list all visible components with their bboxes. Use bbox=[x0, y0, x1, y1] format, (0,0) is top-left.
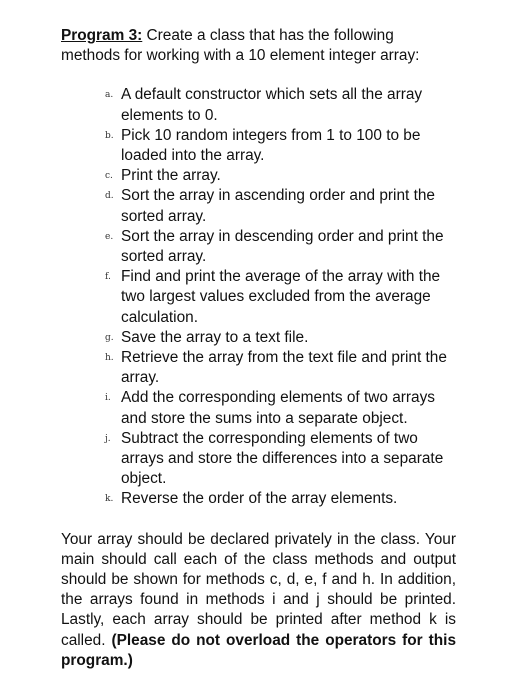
list-marker: h. bbox=[105, 353, 114, 364]
list-item-text: Add the corresponding elements of two arrays and store the sums into a separate object. bbox=[121, 389, 435, 427]
list-item bbox=[61, 126, 456, 166]
list-marker: b. bbox=[105, 130, 114, 141]
list-item-text: A default constructor which sets all the array elements to 0. bbox=[121, 86, 423, 124]
list-marker: i. bbox=[105, 393, 111, 404]
program-description: Create a class that has the following methods for working with a 10 element integer array: bbox=[61, 27, 420, 65]
closing-text: Your array should be declared privately in the class. Your main should call each of the class methods and output should be shown for methods c, d, e, f and h. In addition, the arrays found in methods i and j should be printed. Lastly, each array should be printed after method k is called. bbox=[61, 530, 456, 649]
list-marker: f. bbox=[105, 272, 111, 283]
list-marker: c. bbox=[105, 171, 113, 182]
list-item-text: Print the array. bbox=[121, 167, 221, 185]
closing-paragraph bbox=[61, 530, 456, 671]
requirements-list bbox=[61, 85, 456, 509]
list-item-text: Reverse the order of the array elements. bbox=[121, 490, 398, 508]
list-marker: j. bbox=[105, 433, 111, 444]
list-item-text: Find and print the average of the array with the two largest values excluded from the average calculation. bbox=[121, 268, 441, 326]
list-item-text: Pick 10 random integers from 1 to 100 to be loaded into the array. bbox=[121, 126, 421, 165]
list-item bbox=[61, 267, 456, 328]
list-item bbox=[61, 186, 456, 226]
program-title: Program 3: bbox=[61, 27, 143, 44]
list-item-text: Sort the array in ascending order and print the sorted array. bbox=[121, 187, 435, 225]
list-marker: e. bbox=[105, 231, 114, 242]
list-item-text: Save the array to a text file. bbox=[121, 328, 309, 346]
program-intro bbox=[61, 26, 456, 66]
list-item bbox=[61, 328, 456, 348]
assignment-document bbox=[61, 26, 456, 671]
list-item-text: Subtract the corresponding elements of two arrays and store the differences into a separate object. bbox=[121, 429, 444, 488]
list-item bbox=[61, 166, 456, 186]
list-item bbox=[61, 227, 456, 267]
list-marker: g. bbox=[105, 332, 114, 343]
closing-bold-note: (Please do not overload the operators for this program.) bbox=[61, 631, 457, 669]
list-item bbox=[61, 348, 456, 388]
list-item bbox=[61, 429, 456, 490]
list-item-text: Retrieve the array from the text file and print the array. bbox=[121, 349, 447, 387]
list-marker: k. bbox=[105, 494, 114, 505]
list-item bbox=[61, 388, 456, 428]
list-item bbox=[61, 489, 456, 509]
list-item-text: Sort the array in descending order and print the sorted array. bbox=[121, 227, 444, 266]
list-marker: a. bbox=[105, 90, 114, 101]
list-item bbox=[61, 85, 456, 125]
list-marker: d. bbox=[105, 191, 114, 202]
